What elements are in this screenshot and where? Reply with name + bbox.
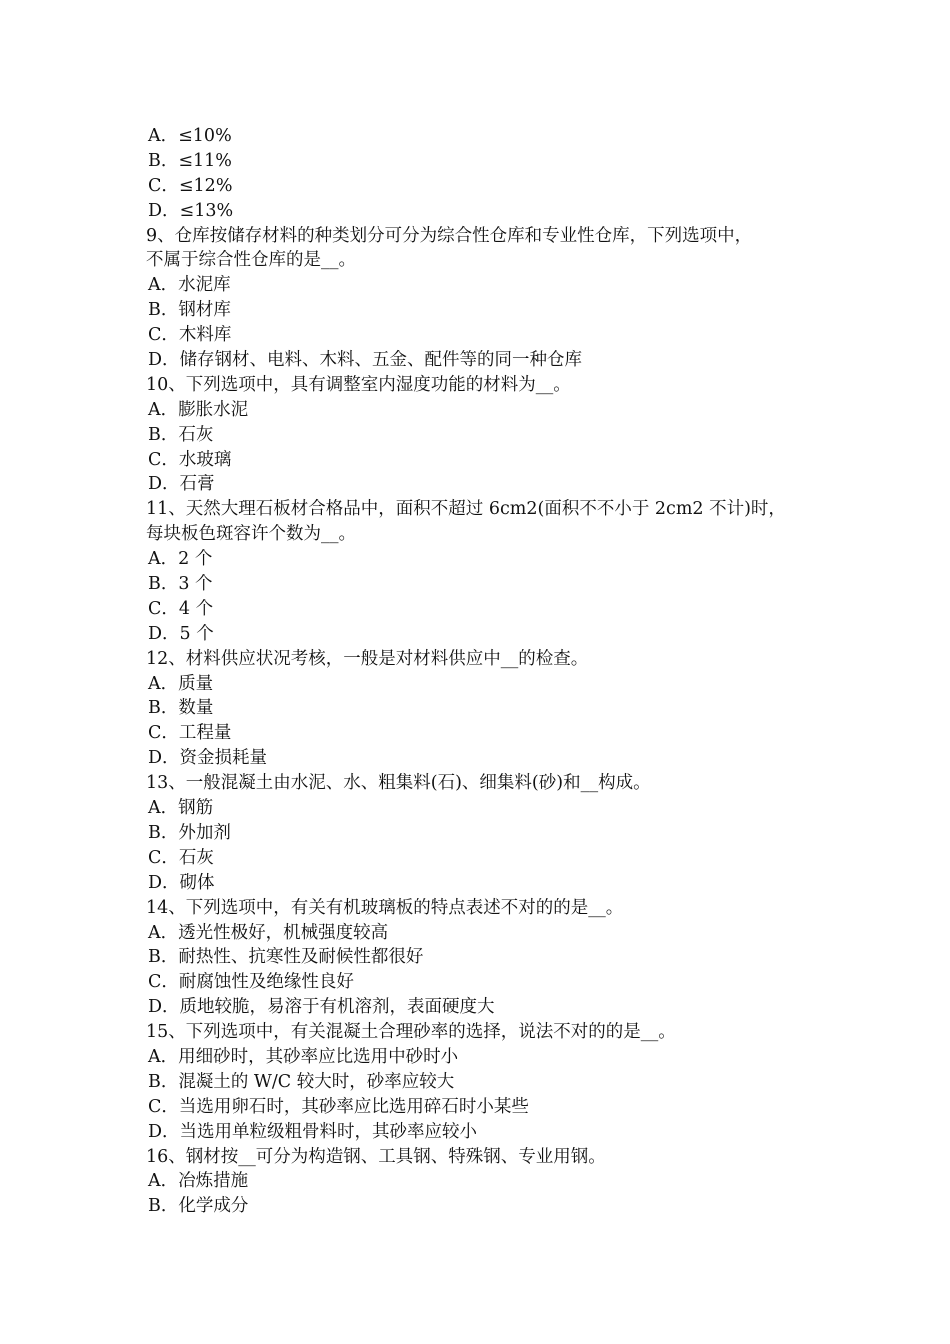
option-line: A．2 个 xyxy=(148,549,213,570)
option-line: C．当选用卵石时，其砂率应比选用碎石时小某些 xyxy=(148,1096,529,1117)
option-line: C．4 个 xyxy=(148,598,214,619)
question-line: 15、下列选项中，有关混凝土合理砂率的选择，说法不对的的是__。 xyxy=(146,1022,676,1043)
question-line: 9、仓库按储存材料的种类划分可分为综合性仓库和专业性仓库，下列选项中， xyxy=(146,225,753,246)
option-line: A．透光性极好，机械强度较高 xyxy=(148,922,389,943)
option-line: C．≤12% xyxy=(148,175,233,196)
question-line: 13、一般混凝土由水泥、水、粗集料(石)、细集料(砂)和__构成。 xyxy=(146,773,651,794)
question-line: 10、下列选项中，具有调整室内湿度功能的材料为__。 xyxy=(146,374,571,395)
option-line: A．膨胀水泥 xyxy=(148,399,249,420)
option-line: A．质量 xyxy=(148,673,214,694)
question-line: 11、天然大理石板材合格品中，面积不超过 6cm2(面积不不小于 2cm2 不计)时， xyxy=(146,499,786,520)
option-line: B．外加剂 xyxy=(148,822,231,843)
option-line: D．砌体 xyxy=(148,872,215,893)
option-line: B．耐热性、抗寒性及耐候性都很好 xyxy=(148,947,424,968)
question-line: 16、钢材按__可分为构造钢、工具钢、特殊钢、专业用钢。 xyxy=(146,1146,606,1167)
option-line: B．≤11% xyxy=(148,150,232,171)
option-line: A．钢筋 xyxy=(148,798,214,819)
option-line: A．水泥库 xyxy=(148,275,231,296)
option-line: D．质地较脆，易溶于有机溶剂，表面硬度大 xyxy=(148,997,495,1018)
question-line: 14、下列选项中，有关有机玻璃板的特点表述不对的的是__。 xyxy=(146,897,624,918)
question-line: 每块板色斑容许个数为__。 xyxy=(146,524,356,545)
option-line: D．储存钢材、电料、木料、五金、配件等的同一种仓库 xyxy=(148,350,583,371)
option-line: A．用细砂时，其砂率应比选用中砂时小 xyxy=(148,1046,459,1067)
option-line: B．混凝土的 W/C 较大时，砂率应较大 xyxy=(148,1071,455,1092)
option-line: B．钢材库 xyxy=(148,300,231,321)
question-list xyxy=(146,124,826,1219)
option-line: B．3 个 xyxy=(148,574,213,595)
option-line: B．数量 xyxy=(148,698,214,719)
option-line: B．化学成分 xyxy=(148,1196,249,1217)
option-line: C．水玻璃 xyxy=(148,449,232,470)
option-line: C．石灰 xyxy=(148,847,214,868)
option-line: D．石膏 xyxy=(148,474,215,495)
option-line: C．耐腐蚀性及绝缘性良好 xyxy=(148,972,354,993)
option-line: B．石灰 xyxy=(148,424,214,445)
option-line: C．工程量 xyxy=(148,723,232,744)
option-line: D．5 个 xyxy=(148,623,214,644)
question-line: 不属于综合性仓库的是__。 xyxy=(146,250,356,271)
option-line: D．≤13% xyxy=(148,200,234,221)
question-line: 12、材料供应状况考核，一般是对材料供应中__的检查。 xyxy=(146,648,589,669)
option-line: C．木料库 xyxy=(148,325,232,346)
option-line: A．≤10% xyxy=(148,126,232,146)
option-line: D．资金损耗量 xyxy=(148,748,268,769)
option-line: A．冶炼措施 xyxy=(148,1171,249,1192)
option-line: D．当选用单粒级粗骨料时，其砂率应较小 xyxy=(148,1121,478,1142)
